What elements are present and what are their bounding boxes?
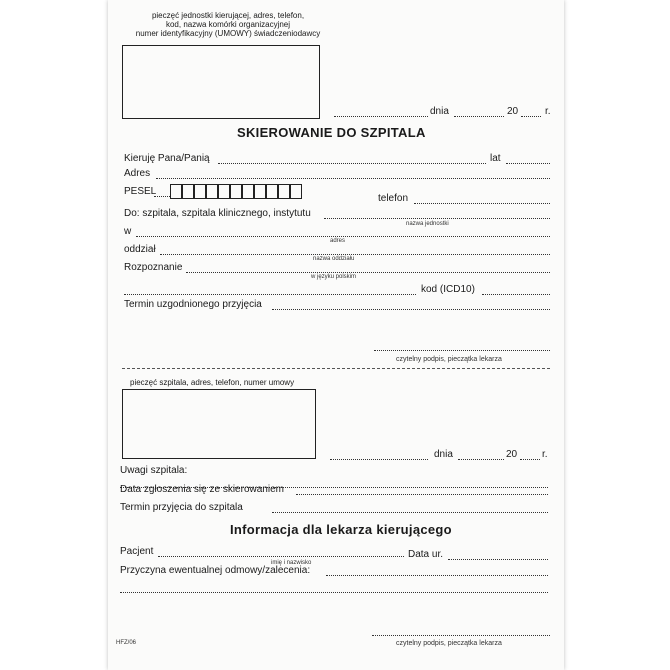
report-date-label: Data zgłoszenia się ze skierowaniem	[120, 484, 284, 495]
pesel-digit-box[interactable]	[218, 184, 230, 199]
hospital-date-field[interactable]	[458, 459, 504, 460]
diagnosis-caption: w języku polskim	[311, 274, 357, 280]
pesel-label: PESEL	[124, 186, 157, 197]
signature-caption: czytelny podpis, pieczątka lekarza	[396, 356, 502, 363]
ward-label: oddział	[124, 244, 156, 255]
report-date-field[interactable]	[296, 494, 548, 495]
date-year-field[interactable]	[521, 116, 541, 117]
hospital-caption: nazwa jednostki	[406, 221, 449, 227]
form-code: HFZ/06	[116, 640, 137, 646]
diagnosis-field[interactable]	[186, 272, 550, 273]
hospital-date-label: dnia	[434, 449, 453, 460]
phone-label: telefon	[378, 193, 409, 204]
hospital-notes-label: Uwagi szpitala:	[120, 465, 188, 476]
hospital-address-field[interactable]	[136, 236, 550, 237]
referring-unit-stamp-box[interactable]	[122, 45, 320, 119]
refusal-reason-line[interactable]	[120, 592, 548, 593]
info-signature-caption: czytelny podpis, pieczątka lekarza	[396, 640, 502, 647]
address-label: Adres	[124, 168, 151, 179]
icd-label: kod (ICD10)	[421, 284, 475, 295]
info-patient-caption: imię i nazwisko	[271, 560, 312, 566]
patient-name-field[interactable]	[218, 163, 486, 164]
date-place-field[interactable]	[334, 116, 428, 117]
date-label: dnia	[430, 106, 449, 117]
term-label: Termin uzgodnionego przyjęcia	[124, 299, 262, 310]
diagnosis-label: Rozpoznanie	[124, 262, 183, 273]
refusal-reason-label: Przyczyna ewentualnej odmowy/zalecenia:	[120, 565, 311, 576]
age-label: lat	[490, 153, 501, 164]
info-signature-field[interactable]	[372, 635, 550, 636]
info-patient-field[interactable]	[158, 556, 404, 557]
hospital-field[interactable]	[324, 218, 550, 219]
date-year: 20	[507, 106, 519, 117]
hospital-stamp-box[interactable]	[122, 389, 316, 459]
pesel-digit-box[interactable]	[290, 184, 302, 199]
pesel-digit-box[interactable]	[194, 184, 206, 199]
section-separator	[122, 368, 550, 369]
pesel-leader	[154, 196, 170, 197]
pesel-digit-box[interactable]	[182, 184, 194, 199]
dob-field[interactable]	[448, 559, 548, 560]
in-label: w	[124, 226, 132, 237]
stamp-caption-line-2: kod, nazwa komórki organizacyjnej	[165, 20, 291, 29]
ward-caption: nazwa oddziału	[313, 256, 355, 262]
age-field[interactable]	[506, 163, 550, 164]
pesel-digit-box[interactable]	[230, 184, 242, 199]
referral-form-page	[108, 0, 564, 670]
pesel-digit-box[interactable]	[278, 184, 290, 199]
patient-label: Kieruję Pana/Panią	[124, 153, 210, 164]
pesel-digit-box[interactable]	[254, 184, 266, 199]
hospital-date-suffix: r.	[542, 449, 548, 460]
refusal-reason-field[interactable]	[326, 575, 548, 576]
hospital-stamp-caption: pieczęć szpitala, adres, telefon, numer umowy	[130, 378, 295, 387]
diagnosis-field-continued[interactable]	[124, 294, 416, 295]
phone-field[interactable]	[414, 203, 550, 204]
info-patient-label: Pacjent	[120, 546, 154, 557]
admission-term-field[interactable]	[272, 512, 548, 513]
info-section-title: Informacja dla lekarza kierującego	[230, 522, 452, 537]
hospital-date-place-field[interactable]	[330, 459, 428, 460]
date-suffix: r.	[545, 106, 551, 117]
pesel-digit-box[interactable]	[242, 184, 254, 199]
dob-label: Data ur.	[408, 549, 444, 560]
pesel-digit-box[interactable]	[266, 184, 278, 199]
pesel-digit-box[interactable]	[170, 184, 182, 199]
hospital-date-year-field[interactable]	[520, 459, 540, 460]
hospital-address-caption: adres	[330, 238, 346, 244]
stamp-caption-line-3: numer identyfikacyjny (UMOWY) świadczeniodawcy	[135, 29, 321, 38]
hospital-date-year: 20	[506, 449, 518, 460]
doctor-signature-field[interactable]	[374, 350, 550, 351]
icd-code-field[interactable]	[482, 294, 550, 295]
pesel-input[interactable]	[170, 184, 360, 199]
hospital-label: Do: szpitala, szpitala klinicznego, instytutu	[124, 208, 311, 219]
stamp-caption-line-1: pieczęć jednostki kierującej, adres, telefon,	[151, 11, 305, 20]
admission-term-label: Termin przyjęcia do szpitala	[120, 502, 243, 513]
pesel-digit-box[interactable]	[206, 184, 218, 199]
address-field[interactable]	[156, 178, 550, 179]
term-field[interactable]	[272, 309, 550, 310]
form-title: SKIEROWANIE DO SZPITALA	[237, 125, 426, 140]
date-field[interactable]	[454, 116, 504, 117]
ward-field[interactable]	[160, 254, 550, 255]
